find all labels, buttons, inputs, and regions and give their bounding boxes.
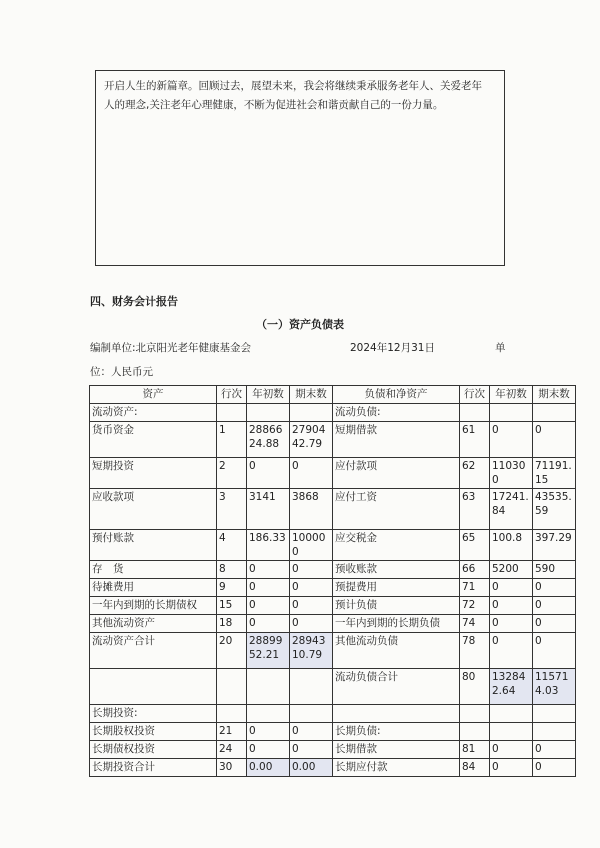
table-cell: 65 [460,530,490,561]
table-cell: 其他流动负债 [333,633,460,669]
table-cell: 预付账款 [90,530,217,561]
table-cell: 62 [460,458,490,489]
table-cell: 590 [533,561,576,579]
table-cell: 0.00 [290,759,333,777]
table-cell [533,705,576,723]
table-cell: 0 [533,422,576,458]
table-cell: 0 [247,723,290,741]
table-row [90,597,576,615]
column-header: 资产 [90,386,217,404]
table-cell: 81 [460,741,490,759]
narrative-box [95,70,505,266]
table-cell: 2889952.21 [247,633,290,669]
table-cell: 0 [490,615,533,633]
table-cell: 110300 [490,458,533,489]
table-cell: 货币资金 [90,422,217,458]
table-cell [217,669,247,705]
table-cell: 0 [290,458,333,489]
table-cell: 0 [533,597,576,615]
table-cell: 长期借款 [333,741,460,759]
table-cell: 流动负债: [333,404,460,422]
table-cell: 0 [247,458,290,489]
table-cell: 应付款项 [333,458,460,489]
table-cell: 5200 [490,561,533,579]
table-cell: 1 [217,422,247,458]
unit-label-part-1: 单 [495,342,506,354]
table-cell: 66 [460,561,490,579]
table-cell: 30 [217,759,247,777]
table-cell: 0 [490,633,533,669]
table-cell: 63 [460,489,490,530]
table-row [90,669,576,705]
table-cell: 长期投资合计 [90,759,217,777]
table-cell [290,669,333,705]
table-cell: 一年内到期的长期负债 [333,615,460,633]
table-cell: 流动资产: [90,404,217,422]
table-cell: 0 [247,579,290,597]
table-cell: 长期负债: [333,723,460,741]
table-cell: 0 [490,422,533,458]
table-cell: 24 [217,741,247,759]
table-cell: 应交税金 [333,530,460,561]
table-cell [290,705,333,723]
table-cell: 一年内到期的长期债权 [90,597,217,615]
table-cell: 43535.59 [533,489,576,530]
table-cell: 100.8 [490,530,533,561]
table-cell: 短期借款 [333,422,460,458]
table-cell: 4 [217,530,247,561]
table-cell: 71191.15 [533,458,576,489]
column-header: 行次 [217,386,247,404]
table-cell [533,404,576,422]
table-cell [460,723,490,741]
table-cell [490,705,533,723]
unit-label-part-2: 位：人民币元 [90,366,153,378]
table-cell: 100000 [290,530,333,561]
table-cell: 长期应付款 [333,759,460,777]
table-row [90,615,576,633]
table-row [90,404,576,422]
table-cell: 0 [533,579,576,597]
table-cell: 长期债权投资 [90,741,217,759]
table-cell: 0 [533,759,576,777]
table-cell [217,404,247,422]
report-date: 2024年12月31日 [350,342,435,354]
table-cell: 预收账款 [333,561,460,579]
table-cell: 2790442.79 [290,422,333,458]
table-cell: 存 货 [90,561,217,579]
table-cell: 0 [290,561,333,579]
narrative-line-2: 人的理念,关注老年心理健康，不断为促进社会和谐贡献自己的一份力量。 [104,99,444,111]
balance-sheet-table [89,385,576,777]
table-cell: 0 [247,597,290,615]
table-cell: 80 [460,669,490,705]
table-cell: 0 [247,561,290,579]
table-row [90,633,576,669]
table-row [90,723,576,741]
column-header: 期末数 [290,386,333,404]
table-cell: 397.29 [533,530,576,561]
table-cell: 0 [533,741,576,759]
table-row [90,759,576,777]
table-cell: 待摊费用 [90,579,217,597]
table-cell: 8 [217,561,247,579]
table-header-row [90,386,576,404]
table-cell: 3 [217,489,247,530]
table-cell [247,705,290,723]
table-cell: 21 [217,723,247,741]
table-cell: 17241.84 [490,489,533,530]
table-cell: 0 [490,597,533,615]
table-cell: 流动资产合计 [90,633,217,669]
table-row [90,561,576,579]
table-cell [247,404,290,422]
table-cell [217,705,247,723]
table-cell: 0 [247,741,290,759]
table-cell: 短期投资 [90,458,217,489]
table-cell: 2 [217,458,247,489]
narrative-line-1: 开启人生的新篇章。回顾过去，展望未来，我会将继续秉承服务老年人、关爱老年 [104,80,482,92]
table-cell: 61 [460,422,490,458]
table-cell [490,723,533,741]
table-cell: 2894310.79 [290,633,333,669]
table-cell: 长期投资: [90,705,217,723]
column-header: 负债和净资产 [333,386,460,404]
column-header: 行次 [460,386,490,404]
table-cell: 18 [217,615,247,633]
table-cell: 0 [533,633,576,669]
table-row [90,458,576,489]
table-row [90,489,576,530]
table-row [90,705,576,723]
table-cell: 71 [460,579,490,597]
table-cell: 9 [217,579,247,597]
table-cell: 3868 [290,489,333,530]
column-header: 年初数 [490,386,533,404]
column-header: 年初数 [247,386,290,404]
table-cell: 流动负债合计 [333,669,460,705]
table-cell [460,404,490,422]
table-cell [247,669,290,705]
table-title: （一）资产负债表 [256,318,344,331]
table-cell: 0 [290,579,333,597]
table-cell [460,705,490,723]
compiling-unit: 编制单位:北京阳光老年健康基金会 [90,342,252,354]
table-cell: 74 [460,615,490,633]
table-cell [533,723,576,741]
table-cell: 186.33 [247,530,290,561]
table-cell [490,404,533,422]
table-cell: 15 [217,597,247,615]
table-row [90,422,576,458]
table-row [90,579,576,597]
table-cell [290,404,333,422]
table-cell: 0.00 [247,759,290,777]
table-cell: 78 [460,633,490,669]
table-cell: 0 [247,615,290,633]
table-cell: 应收款项 [90,489,217,530]
table-cell: 3141 [247,489,290,530]
table-row [90,741,576,759]
table-cell: 0 [290,615,333,633]
table-cell: 84 [460,759,490,777]
table-cell: 0 [490,759,533,777]
section-heading: 四、财务会计报告 [90,295,178,308]
table-cell: 应付工资 [333,489,460,530]
table-cell [90,669,217,705]
table-cell: 预计负债 [333,597,460,615]
table-cell: 0 [533,615,576,633]
table-cell: 0 [290,723,333,741]
table-row [90,530,576,561]
column-header: 期末数 [533,386,576,404]
table-cell: 132842.64 [490,669,533,705]
table-cell: 长期股权投资 [90,723,217,741]
table-cell: 预提费用 [333,579,460,597]
table-cell: 115714.03 [533,669,576,705]
table-cell: 20 [217,633,247,669]
table-cell: 72 [460,597,490,615]
table-cell: 0 [290,741,333,759]
table-cell: 2886624.88 [247,422,290,458]
table-cell: 0 [490,741,533,759]
table-cell: 0 [290,597,333,615]
table-cell: 其他流动资产 [90,615,217,633]
table-cell [333,705,460,723]
table-cell: 0 [490,579,533,597]
